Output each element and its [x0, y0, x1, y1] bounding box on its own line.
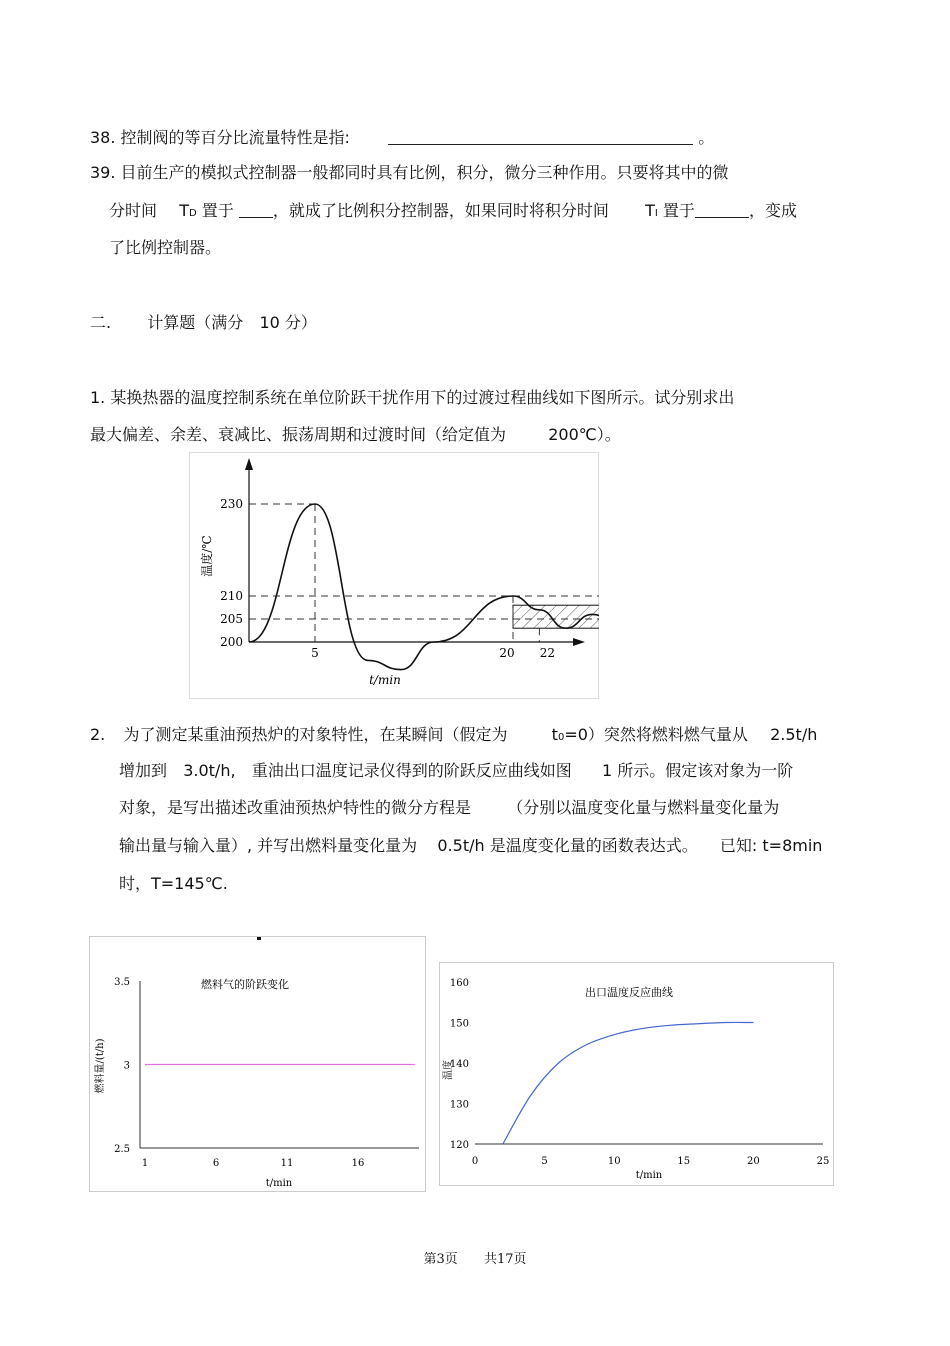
p2-text-5: 时，T=145℃.: [119, 874, 228, 893]
q39-text-2b: 置于: [201, 201, 234, 220]
section-2-heading: [90, 312, 317, 334]
p2-text-4c: 已知: t=8min: [719, 836, 823, 855]
y-tick-label: 230: [220, 497, 243, 511]
chart3-x-tick: 20: [747, 1156, 760, 1167]
x-tick-label: 5: [311, 646, 319, 660]
p1-text-2a: 最大偏差、余差、衰减比、振荡周期和过渡时间（给定值为: [90, 425, 507, 444]
question-39-line3: [109, 237, 221, 259]
page-footer: [0, 1248, 950, 1267]
td-symbol: T: [179, 201, 189, 220]
q39-text-2e: ，变成: [748, 201, 797, 220]
question-39-line1: [90, 162, 729, 184]
y-tick-label: 205: [220, 612, 243, 626]
chart2-x-tick: 16: [351, 1158, 365, 1169]
chart3-x-tick: 25: [816, 1156, 830, 1167]
page-number: 第3页: [423, 1252, 458, 1267]
chart3-x-tick: 0: [471, 1156, 479, 1167]
problem-2-line2: [119, 760, 793, 782]
q39-text-3: 了比例控制器。: [109, 238, 222, 257]
problem-2-line1: [90, 724, 817, 749]
section-number: 二.: [90, 313, 112, 332]
t0-subscript: 0: [557, 732, 565, 743]
p2-text-1c: =0）突然将燃料燃气量从: [564, 725, 748, 744]
p1-text-2b: 200℃）。: [548, 425, 621, 444]
q39-text-2c: ，就成了比例积分控制器，如果同时将积分时间: [272, 201, 609, 220]
chart3-x-tick: 5: [541, 1156, 548, 1167]
chart2-x-tick: 1: [141, 1158, 149, 1169]
chart2-y-tick: 3.5: [114, 977, 130, 988]
x-axis-label: t/min: [369, 673, 401, 687]
y-tick-label: 200: [220, 635, 243, 649]
fuel-step-chart: [89, 936, 426, 1192]
problem-2-line4: [119, 835, 822, 857]
p2-text-2d: 1 所示。假定该对象为一阶: [601, 761, 794, 780]
ti-subscript: I: [654, 208, 658, 219]
p2-text-2b: 3.0t/h,: [183, 761, 236, 780]
chart2-y-tick: 3: [123, 1060, 130, 1072]
outlet-temperature-chart: [439, 962, 834, 1186]
q38-end: 。: [698, 128, 715, 147]
page-total: 共17页: [484, 1252, 527, 1267]
chart3-y-tick: 140: [449, 1059, 469, 1070]
q39-text-1: 目前生产的模拟式控制器一般都同时具有比例，积分，微分三种作用。只要将其中的微: [120, 163, 729, 182]
question-39-line2: [109, 200, 797, 225]
chart3-y-tick: 150: [449, 1018, 469, 1030]
hatched-band: [513, 605, 599, 628]
x-tick-label: 22: [539, 646, 556, 660]
chart3-y-label: 温度: [443, 1060, 454, 1080]
chart3-y-tick: 160: [449, 978, 469, 989]
problem-1-line1: [90, 387, 734, 409]
chart3-x-tick: 10: [607, 1156, 621, 1167]
q39-blank-td[interactable]: [239, 201, 273, 218]
section-title: 计算题（满分: [147, 313, 244, 332]
q39-text-2d: 置于: [662, 201, 695, 220]
p2-text-4b: 0.5t/h 是温度变化量的函数表达式。: [437, 836, 698, 855]
chart2-title: 燃料气的阶跃变化: [201, 978, 289, 991]
q38-number: 38.: [90, 128, 116, 147]
p2-number: 2.: [90, 725, 106, 744]
y-tick-label: 210: [220, 589, 243, 603]
chart3-y-tick: 120: [449, 1140, 469, 1151]
chart2-x-label: t/min: [265, 1178, 293, 1189]
p2-text-1a: 为了测定某重油预热炉的对象特性，在某瞬间（假定为: [123, 725, 508, 744]
p1-text-1: 1. 某换热器的温度控制系统在单位阶跃干扰作用下的过渡过程曲线如下图所示。试分别求出: [90, 388, 735, 407]
p2-text-3b: （分别以温度变化量与燃料量变化量为: [507, 798, 780, 817]
chart3-title: 出口温度反应曲线: [585, 986, 673, 999]
q38-text: 控制阀的等百分比流量特性是指:: [120, 128, 350, 147]
chart2-x-tick: 11: [280, 1158, 294, 1169]
x-tick-label: 20: [499, 646, 515, 660]
chart3-x-label: t/min: [635, 1170, 663, 1181]
p2-text-3a: 对象，是写出描述改重油预热炉特性的微分方程是: [119, 798, 472, 817]
q38-answer-blank[interactable]: [388, 128, 693, 145]
td-subscript: D: [188, 208, 197, 219]
question-38: [90, 127, 714, 149]
q39-text-2a: 分时间: [109, 201, 158, 220]
ti-symbol: T: [645, 201, 655, 220]
problem-2-line5: [119, 873, 228, 895]
chart2-x-tick: 6: [212, 1158, 220, 1169]
q39-number: 39.: [90, 163, 116, 182]
chart3-y-tick: 130: [449, 1099, 469, 1111]
p2-text-2a: 增加到: [119, 761, 168, 780]
p2-text-1d: 2.5t/h: [770, 725, 818, 744]
problem-2-line3: [119, 797, 779, 819]
t0-symbol: t: [551, 725, 558, 744]
problem-1-line2: [90, 424, 621, 446]
chart3-x-tick: 15: [677, 1156, 691, 1167]
y-axis-label: 温度/℃: [200, 535, 214, 577]
p2-text-4a: 输出量与输入量）, 并写出燃料量变化量为: [119, 836, 418, 855]
p2-text-2c: 重油出口温度记录仪得到的阶跃反应曲线如图: [251, 761, 572, 780]
transient-response-chart: [189, 452, 599, 699]
chart2-y-label: 燃料量/(t/h): [95, 1038, 106, 1094]
q39-blank-ti[interactable]: [695, 201, 749, 218]
chart2-y-tick: 2.5: [114, 1144, 130, 1155]
section-score: 10 分）: [259, 313, 317, 332]
